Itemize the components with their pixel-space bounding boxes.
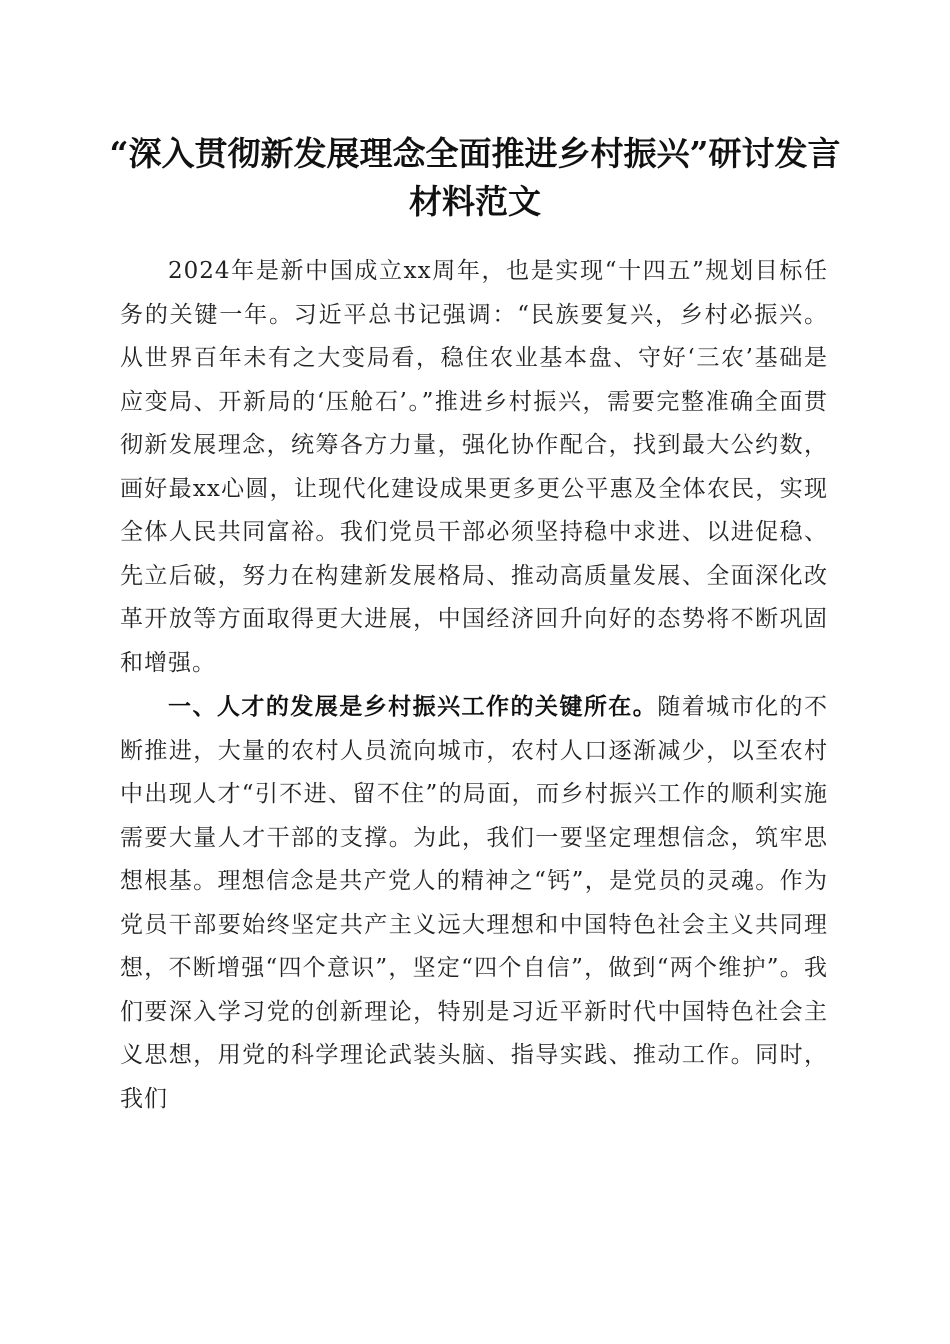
document-title: “深入贯彻新发展理念全面推进乡村振兴”研讨发言材料范文 bbox=[109, 134, 841, 221]
paragraph-section-1-text: 随着城市化的不断推进，大量的农村人员流向城市，农村人口逐渐减少，以至农村中出现人才“引不进、留不住”的局面，而乡村振兴工作的顺利实施需要大量人才干部的支撑。为此，我们一要坚定理想信念，筑牢思想根基。理想信念是共产党人的精神之“钙”，是党员的灵魂。作为党员干部要始终坚定共产主义远大理想和中国特色社会主义共同理想，不断增强“四个意识”，坚定“四个自信”，做到“两个维护”。我们要深入学习党的创新理论，特别是习近平新时代中国特色社会主义思想，用党的科学理论武装头脑、指导实践、推动工作。同时，我们 bbox=[120, 694, 829, 1112]
document-body bbox=[120, 250, 828, 1121]
paragraph-intro-text: 2024年是新中国成立xx周年，也是实现“十四五”规划目标任务的关键一年。习近平总书记强调：“民族要复兴，乡村必振兴。从世界百年未有之大变局看，稳住农业基本盘、守好‘三农’基础是应变局、开新局的‘压舱石’。”推进乡村振兴，需要完整准确全面贯彻新发展理念，统筹各方力量，强化协作配合，找到最大公约数，画好最xx心圆，让现代化建设成果更多更公平惠及全体农民，实现全体人民共同富裕。我们党员干部必须坚持稳中求进、以进促稳、先立后破，努力在构建新发展格局、推动高质量发展、全面深化改革开放等方面取得更大进展，中国经济回升向好的态势将不断巩固和增强。 bbox=[120, 258, 828, 676]
paragraph-intro bbox=[120, 250, 828, 685]
section-1-heading: 一、人才的发展是乡村振兴工作的关键所在。 bbox=[168, 693, 658, 720]
paragraph-section-1 bbox=[120, 685, 828, 1121]
